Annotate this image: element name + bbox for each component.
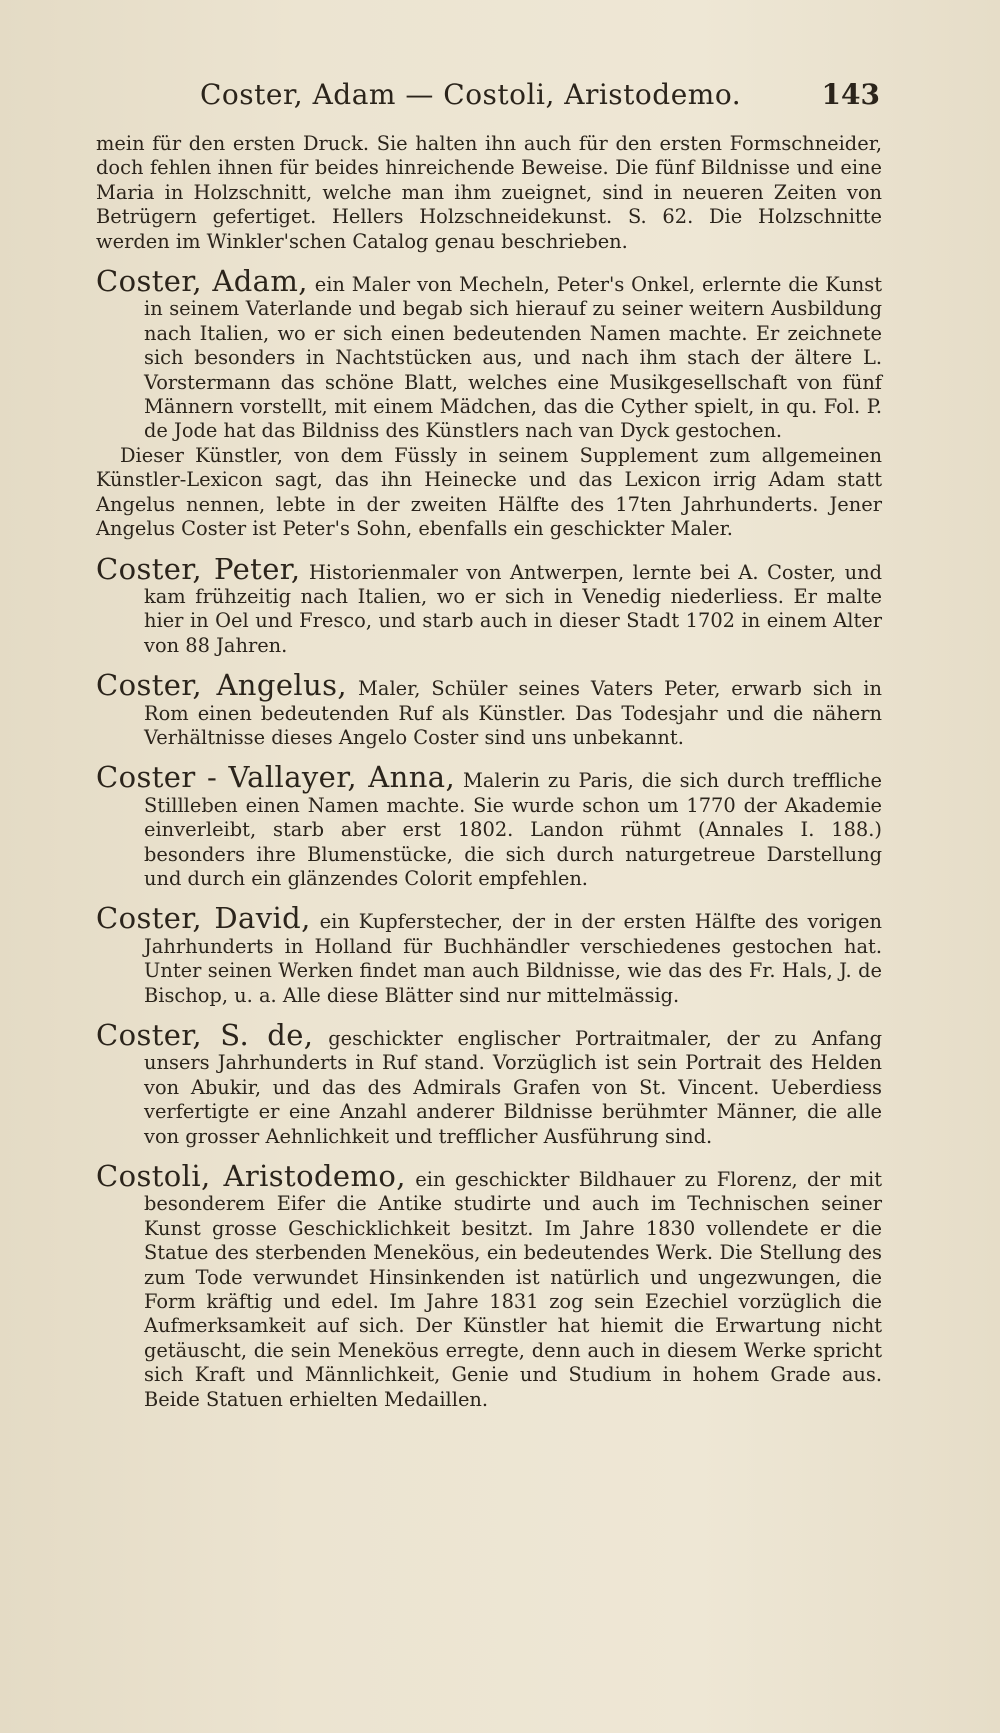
entry-paragraph bbox=[96, 901, 882, 1008]
entry-paragraph bbox=[96, 1159, 882, 1412]
entry-paragraph bbox=[96, 760, 882, 891]
entry-coster-peter bbox=[96, 551, 882, 659]
entry-text: Maler, Schüler seines Vaters Peter, erwarb sich in Rom einen bedeutenden Ruf als Künstler. Das Todesjahr und die nähern Verhältnisse dieses Angelo Coster sind uns unbekannt. bbox=[144, 677, 883, 749]
entry-coster-adam bbox=[96, 264, 882, 541]
entry-heading: Coster, Adam, bbox=[96, 264, 308, 299]
entry-coster-david bbox=[96, 901, 882, 1008]
entry-coster-s-de bbox=[96, 1018, 882, 1149]
entry-text: ein Maler von Mecheln, Peter's Onkel, erlernte die Kunst in seinem Vaterlande und begab sich hierauf zu seiner weitern Ausbildung nach Italien, wo er sich einen bedeutenden Namen machte. Er zeichnete sich besonders in Nachtstücken aus, und nach ihm stach der ältere L. Vorstermann das schöne Blatt, welches eine Musikgesellschaft von fünf Männern vorstellt, mit einem Mädchen, das die Cyther spielt, in qu. Fol. P. de Jode hat das Bildniss des Künstlers nach van Dyck gestochen. bbox=[144, 273, 882, 443]
entry-heading: Coster, Peter, bbox=[96, 551, 301, 586]
page-content bbox=[96, 132, 882, 1412]
entry-paragraph-2: Dieser Künstler, von dem Füssly in seinem Supplement zum allgemeinen Künstler-Lexicon sagt, das ihn Heinecke und das Lexicon irrig Adam statt Angelus nennen, lebte in der zweiten Hälfte des 17ten Jahrhunderts. Jener Angelus Coster ist Peter's Sohn, ebenfalls ein geschickter Maler. bbox=[96, 443, 882, 541]
entry-text: ein Kupferstecher, der in der ersten Hälfte des vorigen Jahrhunderts in Holland für Buchhändler verschiedenes gestochen hat. Unter seinen Werken findet man auch Bildnisse, wie das des Fr. Hals, J. de Bischop, u. a. Alle diese Blätter sind nur mittelmässig. bbox=[144, 910, 882, 1007]
entry-coster-vallayer-anna bbox=[96, 760, 882, 891]
entry-heading: Coster, Angelus, bbox=[96, 668, 348, 703]
entry-paragraph bbox=[96, 264, 882, 444]
entry-paragraph bbox=[96, 1018, 882, 1149]
page-number: 143 bbox=[821, 78, 880, 111]
running-header bbox=[200, 78, 880, 122]
entry-text: geschickter englischer Portraitmaler, der zu Anfang unsers Jahrhunderts in Ruf stand. Vorzüglich ist sein Portrait des Helden von Abukir, und das des Admirals Grafen von St. Vincent. Ueberdiess verfertigte er eine Anzahl anderer Bildnisse berühmter Männer, die alle von grosser Aehnlichkeit und trefflicher Ausführung sind. bbox=[144, 1027, 882, 1148]
entry-text: Malerin zu Paris, die sich durch treffliche Stillleben einen Namen machte. Sie wurde schon um 1770 der Akademie einverleibt, starb aber erst 1802. Landon rühmt (Annales I. 188.) besonders ihre Blumenstücke, die sich durch naturgetreue Darstellung und durch ein glänzendes Colorit empfehlen. bbox=[144, 769, 882, 890]
entry-heading: Coster - Vallayer, Anna, bbox=[96, 760, 456, 795]
entry-heading: Coster, David, bbox=[96, 901, 311, 936]
entry-heading: Costoli, Aristodemo, bbox=[96, 1159, 406, 1194]
entry-paragraph bbox=[96, 551, 882, 659]
entry-costoli-aristodemo bbox=[96, 1159, 882, 1412]
entry-text: Historienmaler von Antwerpen, lernte bei A. Coster, und kam frühzeitig nach Italien, wo er sich in Venedig niederliess. Er malte hier in Oel und Fresco, und starb auch in dieser Stadt 1702 in einem Alter von 88 Jahren. bbox=[144, 560, 882, 657]
entry-coster-angelus bbox=[96, 668, 883, 750]
intro-paragraph: mein für den ersten Druck. Sie halten ihn auch für den ersten Formschneider, doch fehlen ihnen für beides hinreichende Beweise. Die fünf Bildnisse und eine Maria in Holzschnitt, welche man ihm zueignet, sind in neueren Zeiten von Betrügern gefertiget. Hellers Holzschneidekunst. S. 62. Die Holzschnitte werden im Winkler'schen Catalog genau beschrieben. bbox=[96, 132, 882, 253]
entry-text: ein geschickter Bildhauer zu Florenz, der mit besonderem Eifer die Antike studirte und auch im Technischen seiner Kunst grosse Geschicklichkeit besitzt. Im Jahre 1830 vollendete er die Statue des sterbenden Meneköus, ein bedeutendes Werk. Die Stellung des zum Tode verwundet Hinsinkenden ist natürlich und ungezwungen, die Form kräftig und edel. Im Jahre 1831 zog sein Ezechiel vorzüglich die Aufmerksamkeit auf sich. Der Künstler hat hiemit die Erwartung nicht getäuscht, die sein Meneköus erregte, denn auch in diesem Werke spricht sich Kraft und Männlichkeit, Genie und Studium in hohem Grade aus. Beide Statuen erhielten Medaillen. bbox=[144, 1168, 882, 1411]
entry-heading: Coster, S. de, bbox=[96, 1018, 314, 1052]
entry-paragraph bbox=[96, 668, 883, 750]
header-title: Coster, Adam — Costoli, Aristodemo. bbox=[200, 78, 742, 111]
